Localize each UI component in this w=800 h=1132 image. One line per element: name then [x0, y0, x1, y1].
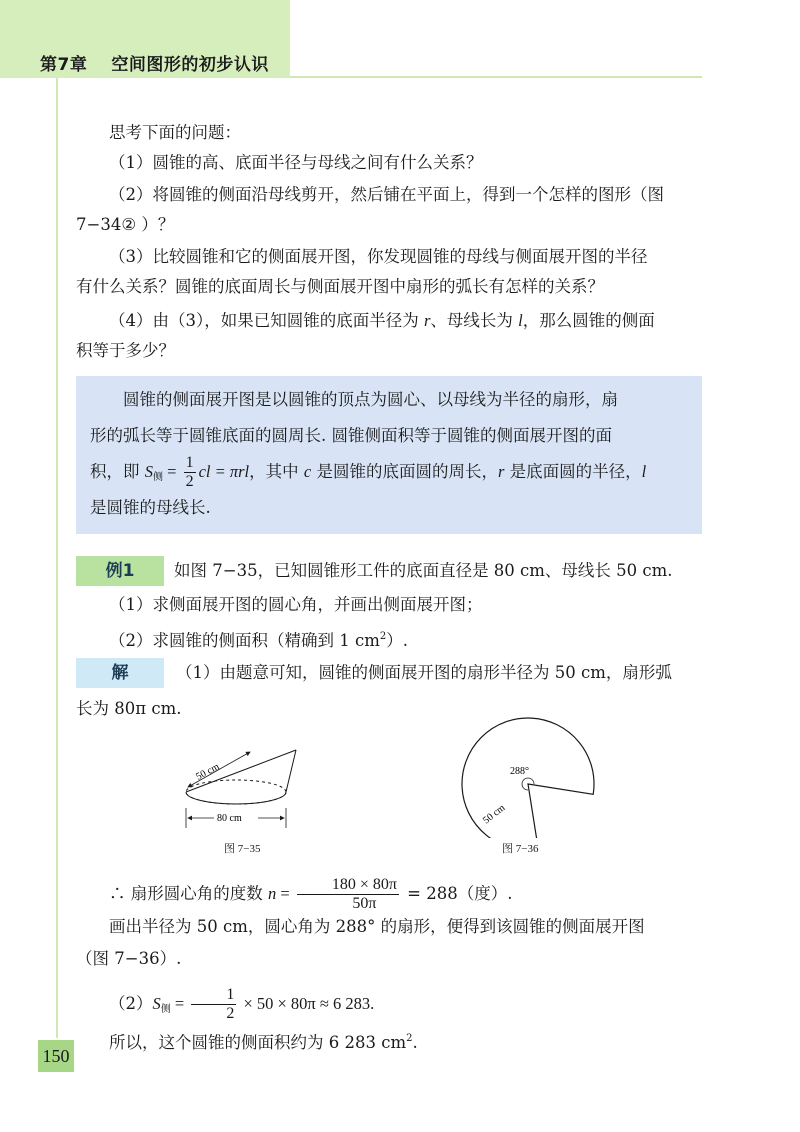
angle-computation — [76, 876, 704, 913]
header-divider — [290, 76, 702, 78]
diameter-label: 80 cm — [217, 813, 242, 824]
cone-base-front — [186, 792, 286, 804]
formula-fraction — [184, 454, 196, 491]
question-1: （1）圆锥的高、底面半径与母线之间有什么关系？ — [109, 153, 483, 172]
summary-line1: 圆锥的侧面展开图是以圆锥的顶点为圆心、以母线为半径的扇形，扇 — [123, 390, 618, 409]
draw-line2: （图 7−36）. — [76, 949, 182, 968]
formula-S-sub: 侧 — [153, 472, 163, 483]
fraction-denominator: 2 — [185, 473, 194, 490]
figure-35-caption: 图 7−35 — [224, 843, 261, 855]
angle-text-b: = 288（度）. — [401, 884, 513, 903]
formula-eq: = — [163, 462, 181, 481]
question-3-line2: 有什么关系？圆锥的底面周长与侧面展开图中扇形的弧长有怎样的关系？ — [76, 277, 604, 296]
cone-figure — [176, 734, 326, 830]
radius-label: 50 cm — [481, 802, 508, 827]
draw-line1: 画出半径为 50 cm，圆心角为 288° 的扇形，便得到该圆锥的侧面展开图 — [109, 917, 645, 936]
formula-rest: cl = πrl — [198, 462, 250, 481]
solution-line1: （1）由题意可知，圆锥的侧面展开图的扇形半径为 50 cm，扇形弧 — [176, 663, 672, 682]
var-r: r — [497, 462, 505, 481]
summary-text-a: 积，即 — [90, 462, 145, 481]
margin-divider — [56, 78, 58, 1038]
angle-label: 288° — [510, 766, 529, 777]
chapter-title: 空间图形的初步认识 — [111, 55, 269, 75]
solution-tag: 解 — [76, 658, 164, 688]
question-2-line2: 7−34② ）？ — [76, 215, 175, 234]
var-c: c — [303, 462, 312, 481]
question-4-line2: 积等于多少？ — [76, 341, 175, 360]
example-part-2 — [76, 622, 704, 656]
angle-eq: = — [276, 884, 294, 903]
area-numerator: 1 — [191, 986, 236, 1005]
summary-text-b: ，其中 — [249, 462, 304, 481]
slant-label: 50 cm — [194, 761, 222, 783]
area-fraction — [191, 986, 236, 1023]
conclusion — [76, 1024, 704, 1058]
area-text-a: （2） — [109, 994, 153, 1013]
figure-36-caption: 图 7−36 — [502, 843, 539, 855]
sector-figure — [446, 714, 606, 838]
area-S: S — [152, 994, 161, 1013]
summary-text-d: 是底面圆的半径， — [504, 462, 642, 481]
fraction-numerator: 1 — [185, 454, 194, 471]
summary-line2: 形的弧长等于圆锥底面的圆周长. 圆锥侧面积等于圆锥的侧面展开图的面 — [90, 426, 612, 445]
summary-line4: 是圆锥的母线长. — [90, 498, 211, 517]
chapter-number: 第7章 — [40, 55, 88, 75]
question-2-line1: （2）将圆锥的侧面沿母线剪开，然后铺在平面上，得到一个怎样的图形（图 — [109, 185, 664, 204]
area-denominator: 2 — [226, 1005, 235, 1022]
conclusion-end: . — [412, 1033, 418, 1052]
area-eq: = — [170, 994, 189, 1013]
angle-text-a: ∴ 扇形圆心角的度数 — [109, 884, 268, 903]
angle-var-n: n — [268, 884, 277, 903]
area-text-b: × 50 × 80π ≈ 6 283. — [239, 994, 375, 1013]
summary-box — [76, 376, 702, 534]
angle-numerator: 180 × 80π — [297, 876, 399, 895]
area-S-sub: 侧 — [160, 1004, 171, 1015]
conclusion-text: 所以，这个圆锥的侧面积约为 6 283 cm — [109, 1033, 407, 1052]
page-number: 150 — [38, 1040, 74, 1072]
solution-line2: 长为 80π cm. — [76, 699, 182, 718]
example-part-2-text: （2）求圆锥的侧面积（精确到 1 cm — [109, 631, 380, 650]
questions-intro: 思考下面的问题： — [109, 123, 241, 142]
q4-var-l: l — [518, 311, 523, 330]
q4-text-a: （4）由（3），如果已知圆锥的底面半径为 — [109, 311, 424, 330]
conclusion-sup: 2 — [406, 1033, 413, 1044]
angle-denominator: 50π — [352, 895, 377, 912]
example-tag: 例1 — [76, 556, 164, 586]
example-part-1: （1）求侧面展开图的圆心角，并画出侧面展开图； — [109, 595, 483, 614]
example-statement: 如图 7−35，已知圆锥形工件的底面直径是 80 cm、母线长 50 cm. — [174, 561, 673, 580]
example-part-2-sup: 2 — [379, 631, 387, 642]
chapter-header — [40, 50, 269, 75]
summary-text-c: 是圆锥的底面圆的周长， — [311, 462, 498, 481]
example-part-2-end: ）. — [386, 631, 408, 650]
area-computation — [76, 986, 704, 1025]
question-3-line1: （3）比较圆锥和它的侧面展开图，你发现圆锥的母线与侧面展开图的半径 — [109, 247, 648, 266]
formula-S: S — [144, 462, 153, 481]
angle-fraction — [297, 876, 399, 913]
q4-text-b: 、母线长为 — [430, 311, 519, 330]
q4-text-c: ，那么圆锥的侧面 — [522, 311, 655, 330]
var-l: l — [641, 462, 647, 481]
question-4-line1 — [76, 306, 704, 336]
q4-var-r: r — [424, 311, 431, 330]
cone-slant-lower — [286, 750, 296, 792]
